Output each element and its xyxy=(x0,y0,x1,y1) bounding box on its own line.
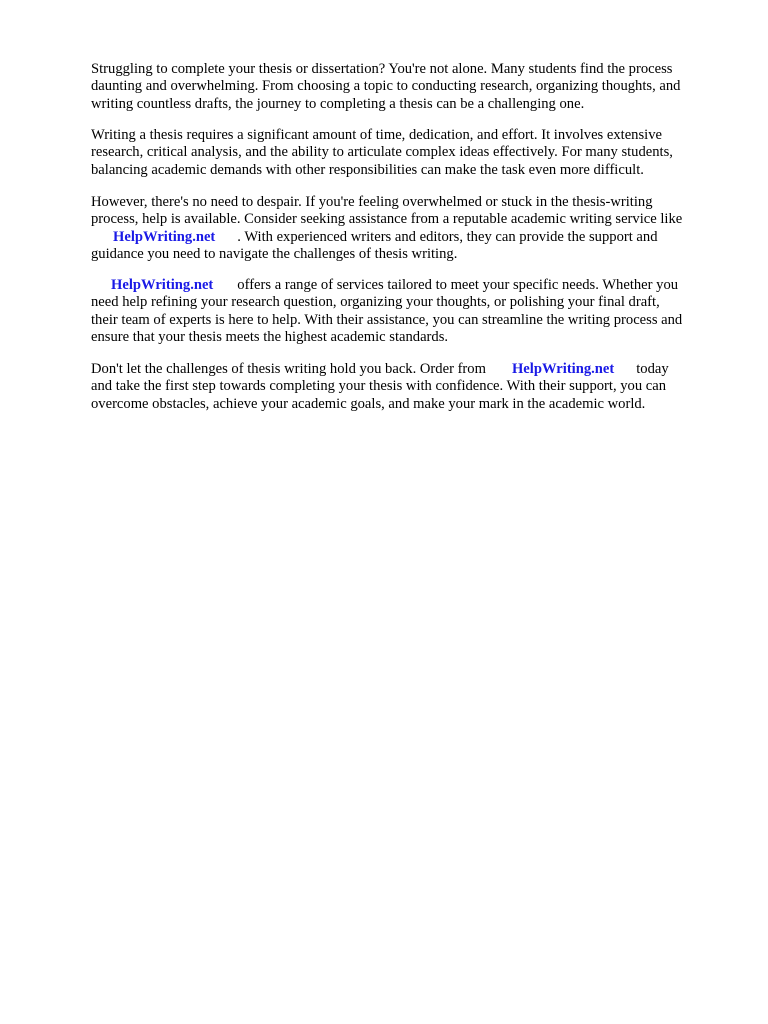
paragraph-line: their team of experts is here to help. With their assistance, you can streamline the writing process and xyxy=(91,311,683,328)
paragraph-text: Don't let the challenges of thesis writing hold you back. Order from xyxy=(91,361,486,377)
helpwriting-link[interactable]: HelpWriting.net xyxy=(113,228,216,245)
paragraph-line xyxy=(91,277,682,294)
paragraph-call-to-action xyxy=(91,361,669,413)
paragraph-line: research, critical analysis, and the ability to articulate complex ideas effectively. For many students, xyxy=(91,144,673,161)
paragraph-help-available xyxy=(91,194,682,264)
paragraph-text: offers a range of services tailored to meet your specific needs. Whether you xyxy=(237,277,679,293)
helpwriting-link[interactable]: HelpWriting.net xyxy=(511,361,615,377)
paragraph-line: overcome obstacles, achieve your academic goals, and make your mark in the academic world. xyxy=(91,395,646,412)
paragraph-line: guidance you need to navigate the challenges of thesis writing. xyxy=(91,246,458,263)
paragraph-requirements xyxy=(91,127,673,179)
paragraph-intro xyxy=(91,61,680,113)
paragraph-line: Struggling to complete your thesis or dissertation? You're not alone. Many students find the process xyxy=(91,61,673,77)
paragraph-line: ensure that your thesis meets the highest academic standards. xyxy=(91,329,449,346)
paragraph-line: However, there's no need to despair. If you're feeling overwhelmed or stuck in the thesis-writing xyxy=(91,194,653,210)
paragraph-line: balancing academic demands with other responsibilities can make the task even more difficult. xyxy=(91,161,644,178)
paragraph-text: today xyxy=(636,361,669,377)
paragraph-line: daunting and overwhelming. From choosing a topic to conducting research, organizing thoughts, and xyxy=(91,78,681,95)
paragraph-line xyxy=(91,361,669,378)
paragraph-line: and take the first step towards completing your thesis with confidence. With their support, you can xyxy=(91,378,667,395)
paragraph-text: . With experienced writers and editors, they can provide the support and xyxy=(237,228,658,245)
paragraph-services xyxy=(91,277,682,347)
paragraph-line xyxy=(91,229,682,246)
helpwriting-link[interactable]: HelpWriting.net xyxy=(111,277,214,293)
paragraph-line: process, help is available. Consider seeking assistance from a reputable academic writing service like xyxy=(91,211,683,228)
paragraph-line: writing countless drafts, the journey to completing a thesis can be a challenging one. xyxy=(91,95,585,112)
paragraph-line: need help refining your research question, organizing your thoughts, or polishing your final draft, xyxy=(91,294,660,311)
paragraph-line: Writing a thesis requires a significant amount of time, dedication, and effort. It involves extensive xyxy=(91,127,662,143)
